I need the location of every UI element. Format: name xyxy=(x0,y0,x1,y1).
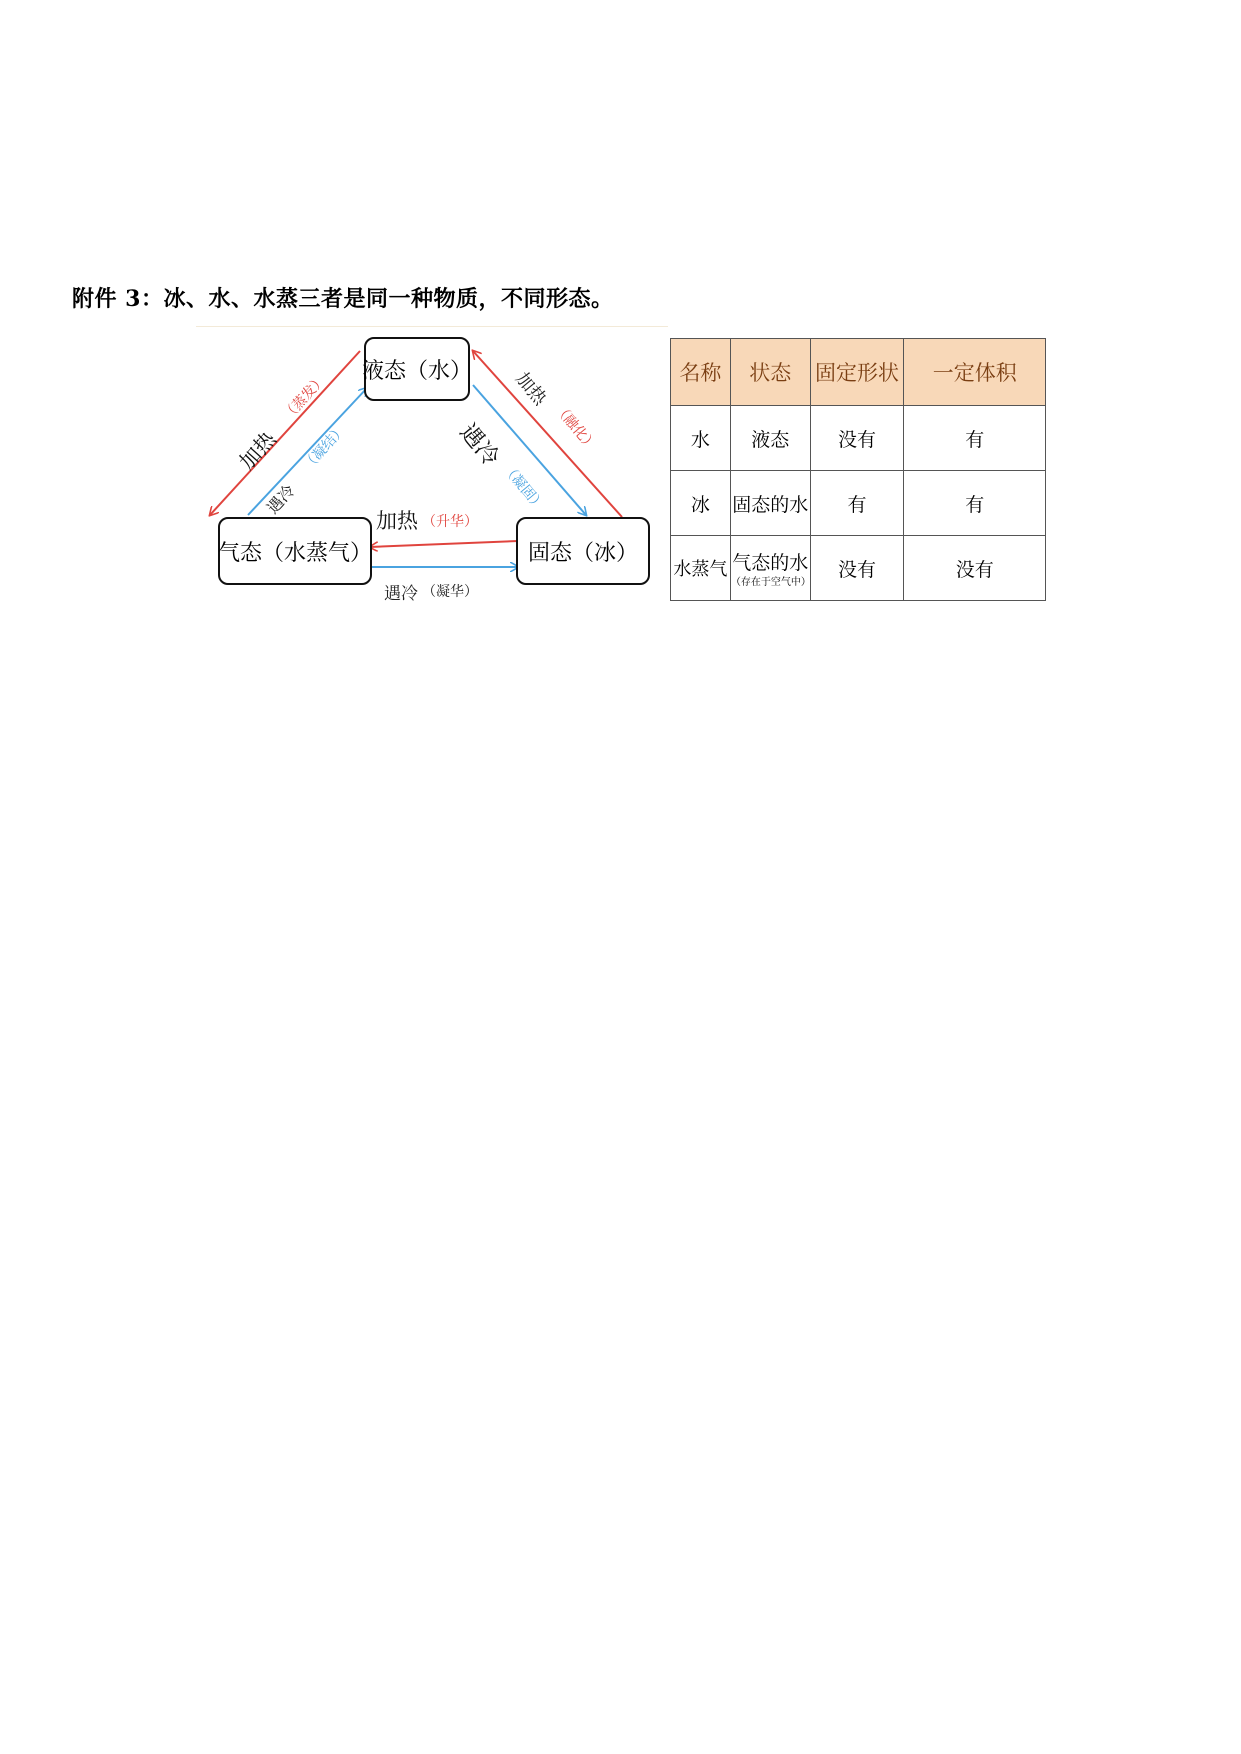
cell-shape: 没有 xyxy=(810,406,904,471)
cell-name: 水 xyxy=(671,406,731,471)
heading: 附件 3：冰、水、水蒸三者是同一种物质，不同形态。 xyxy=(72,286,614,312)
cell-volume: 有 xyxy=(904,406,1046,471)
properties-table xyxy=(670,338,1046,601)
cell-name: 冰 xyxy=(671,471,731,536)
label-condensation-name: （凝结） xyxy=(300,421,350,474)
cell-state-note: （存在于空气中） xyxy=(730,576,811,588)
cell-shape: 有 xyxy=(810,471,904,536)
header-state: 状态 xyxy=(730,339,810,406)
cell-shape: 没有 xyxy=(810,536,904,601)
label-condensation-verb: 遇冷 xyxy=(262,480,299,518)
cell-state: 固态的水 xyxy=(730,471,810,536)
label-melting-verb: 加热 xyxy=(511,368,551,410)
label-deposition-name: （凝华） xyxy=(422,584,478,600)
header-fixed-shape: 固定形状 xyxy=(810,339,904,406)
table-row xyxy=(671,471,1046,536)
label-sublimation-name: （升华） xyxy=(422,514,478,530)
table-row xyxy=(671,536,1046,601)
table-row xyxy=(671,406,1046,471)
state-change-diagram xyxy=(196,326,668,617)
header-name: 名称 xyxy=(671,339,731,406)
label-melting-name: （融化） xyxy=(551,401,600,455)
label-evaporation-verb: 加热 xyxy=(234,427,281,475)
label-evaporation-name: （蒸发） xyxy=(280,371,330,424)
label-freezing-name: （凝固） xyxy=(499,461,548,515)
cell-state: 液态 xyxy=(730,406,810,471)
arrow-sublimation xyxy=(370,541,518,547)
cell-volume: 有 xyxy=(904,471,1046,536)
label-deposition-verb: 遇冷 xyxy=(384,584,418,604)
state-gas-box: 气态（水蒸气） xyxy=(218,517,372,585)
header-fixed-volume: 一定体积 xyxy=(904,339,1046,406)
label-sublimation-verb: 加热 xyxy=(376,509,418,533)
state-solid-box: 固态（冰） xyxy=(516,517,650,585)
table-header-row xyxy=(671,339,1046,406)
label-freezing-verb: 遇冷 xyxy=(454,419,504,472)
cell-state-with-note xyxy=(730,536,810,601)
cell-state: 气态的水 xyxy=(732,551,809,574)
state-liquid-box: 液态（水） xyxy=(364,337,470,401)
cell-volume: 没有 xyxy=(904,536,1046,601)
cell-name: 水蒸气 xyxy=(671,536,731,601)
